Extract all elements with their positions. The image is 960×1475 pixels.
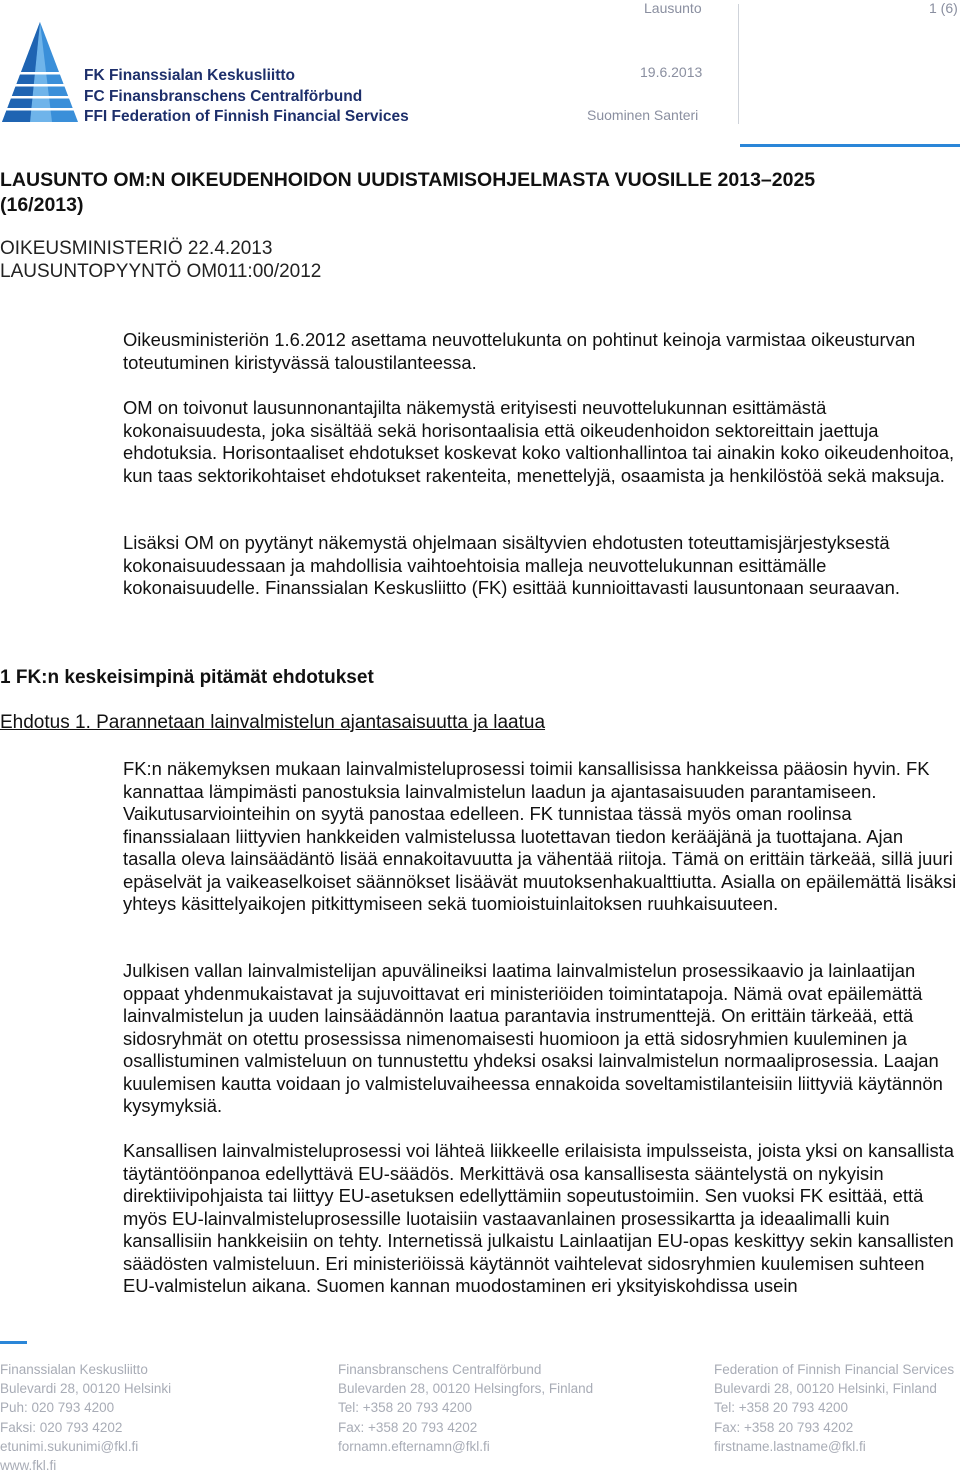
section-heading: 1 FK:n keskeisimpinä pitämät ehdotukset [0, 667, 374, 688]
section-paragraph-3: Kansallisen lainvalmisteluprosessi voi lähteä liikkeelle erilaisista impulsseista, joista yksi on kansallista täytäntöönpanoa edellyttävä EU-säädös. Merkittävä osa kansallisesta sääntelystä on nykyisin direktiivipohjaista tai liittyy EU-asetuksen edellyttämiin sopeutustoimiin. Sen vuoksi FK esittää, että myös EU-lainvalmisteluprosessille luotaisiin vastaavanlainen prosessikartta ja ideaalimalli kuin kansallisiin hankkeisiin on tehty. Internetissä julkaistu Lainlaatijan EU-opas keskittyy sekin kansallisten säädösten valmisteluun. Eri ministeriöissä käytännöt vaihtelevat sidosryhmien kuulemisen suhteen EU-valmistelun aikana. Suomen kannan muodostaminen eri yksityiskohdissa usein [123, 1140, 955, 1296]
reference-block: OIKEUSMINISTERIÖ 22.4.2013 LAUSUNTOPYYNTÖ OM011:00/2012 [0, 238, 322, 282]
doc-type: Lausunto [644, 0, 702, 16]
footer-column-en: Federation of Finnish Financial Services Bulevardi 28, 00120 Helsinki, Finland Tel: +358 20 793 4200 Fax: +358 20 793 4202 firstname.lastname@fkl.fi [714, 1362, 955, 1454]
fk-logo-mark [0, 20, 80, 125]
logo-line-fi: FK Finanssialan Keskusliitto [84, 67, 296, 84]
page-number: 1 (6) [929, 0, 958, 16]
footer-column-sv: Finansbranschens Centralförbund Bulevarden 28, 00120 Helsingfors, Finland Tel: +358 20 793 4200 Fax: +358 20 793 4202 fornamn.efternamn@fkl.fi [338, 1362, 594, 1454]
header-divider [738, 4, 739, 124]
proposal-heading: Ehdotus 1. Parannetaan lainvalmistelun ajantasaisuutta ja laatua [0, 712, 546, 733]
section-paragraph-2: Julkisen vallan lainvalmistelijan apuvälineiksi laatima lainvalmistelun prosessikaavio ja lainlaatijan oppaat yhdenmukaistavat ja sujuvoittavat eri ministeriöiden toimintatapoja. Nämä ovat epäilemättä lainvalmistelun ja uuden lainsäädännön laatua parantavia instrumenttejä. On erittäin tärkeää, että sidosryhmät on otettu prosessissa nimenomaisesti huomioon ja että sidosryhmien kuuleminen ja osallistuminen valmisteluun on tunnustettu yhdeksi osaksi lainvalmistelun normaaliprosessia. Laajan kuulemisen kautta voidaan jo valmisteluvaiheessa ennakoida soveltamistilanteisiin liittyviä käytännön kysymyksiä. [123, 960, 943, 1116]
header-rule [740, 144, 960, 147]
doc-author: Suominen Santeri [587, 107, 699, 123]
intro-paragraph-1: Oikeusministeriön 1.6.2012 asettama neuvottelukunta on pohtinut keinoja varmistaa oikeusturvan toteutuminen kiristyvässä taloustilanteessa. [123, 329, 916, 373]
intro-paragraph-2: OM on toivonut lausunnonantajilta näkemystä erityisesti neuvottelukunnan esittämästä kokonaisuudesta, joka sisältää sekä horisontaalisia että oikeudenhoidon sektoreittain jaettuja ehdotuksia. Horisontaaliset ehdotukset koskevat koko valtionhallintoa tai ainakin koko oikeudenhoitoa, kun taas sektorikohtaiset ehdotukset rakenteita, menettelyjä, osaamista ja henkilöstöä sekä maksuja. [123, 397, 955, 486]
footer-accent [0, 1341, 27, 1344]
document-title: LAUSUNTO OM:N OIKEUDENHOIDON UUDISTAMISOHJELMASTA VUOSILLE 2013–2025 (16/2013) [0, 169, 816, 216]
intro-paragraph-3: Lisäksi OM on pyytänyt näkemystä ohjelmaan sisältyvien ehdotusten toteuttamisjärjestyksestä kokonaisuudessaan ja mahdollisia vaihtoehtoisia malleja neuvottelukunnan esittämälle kokonaisuudelle. Finanssialan Keskusliitto (FK) esittää kunnioittavasti lausuntonaan seuraavan. [123, 532, 900, 598]
doc-date: 19.6.2013 [640, 64, 703, 80]
section-paragraph-1: FK:n näkemyksen mukaan lainvalmisteluprosessi toimii kansallisissa hankkeissa pääosin hyvin. FK kannattaa lämpimästi panostuksia lainvalmistelun laadun ja ajantasaisuuden parantamiseen. Vaikutusarviointeihin on syytä panostaa edelleen. FK tunnistaa tässä myös oman roolinsa finanssialaan liittyvien hankkeiden valmistelussa luotettavan tiedon kerääjänä ja tuottajana. Ajan tasalla oleva lainsäädäntö lisää ennakoitavuutta ja vähentää riitoja. Tämä on erittäin tärkeää, sillä juuri epäselvät ja vaikeaselkoiset säännökset lisäävät muutoksenhakualttiutta. Asialla on epäilemättä lisäksi yhteys käsittelyaikojen pitkittymiseen sekä tuomioistuinlaitoksen ruuhkaisuuteen. [123, 758, 957, 914]
logo-line-sv: FC Finansbranschens Centralförbund [84, 88, 363, 105]
logo-line-en: FFI Federation of Finnish Financial Services [84, 108, 409, 125]
footer-column-fi: Finanssialan Keskusliitto Bulevardi 28, 00120 Helsinki Puh: 020 793 4200 Faksi: 020 793 4202 etunimi.sukunimi@fkl.fi www.fkl.fi [0, 1362, 172, 1474]
